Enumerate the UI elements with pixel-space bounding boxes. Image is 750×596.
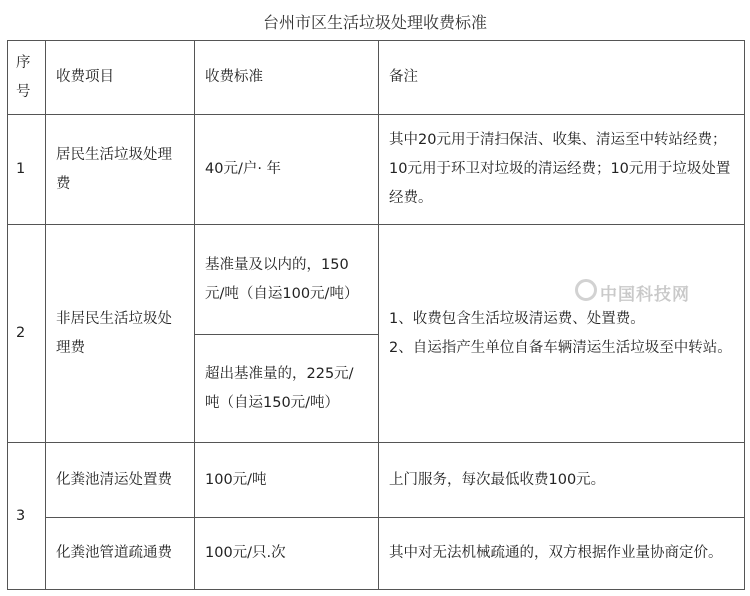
row-2-note xyxy=(379,225,745,443)
table-row-1 xyxy=(8,115,745,225)
row-1-note: 其中20元用于清扫保洁、收集、清运至中转站经费；10元用于环卫对垃圾的清运经费；10元用于垃圾处置经费。 xyxy=(379,115,745,225)
row-2-standard-b: 超出基准量的，225元/吨（自运150元/吨） xyxy=(195,335,379,443)
header-num: 序号 xyxy=(8,41,46,115)
row-3-num: 3 xyxy=(8,443,46,590)
row-1-standard: 40元/户· 年 xyxy=(195,115,379,225)
table-row-3b xyxy=(8,518,745,590)
row-3-standard-a: 100元/吨 xyxy=(195,443,379,518)
row-3-standard-b: 100元/只.次 xyxy=(195,518,379,590)
row-2-note-2: 2、自运指产生单位自备车辆清运生活垃圾至中转站。 xyxy=(389,339,732,356)
row-3-item-a: 化粪池清运处置费 xyxy=(46,443,195,518)
table-row-3a xyxy=(8,443,745,518)
row-2-standard-a: 基准量及以内的，150元/吨（自运100元/吨） xyxy=(195,225,379,335)
header-item: 收费项目 xyxy=(46,41,195,115)
row-1-num: 1 xyxy=(8,115,46,225)
row-3-note-a: 上门服务，每次最低收费100元。 xyxy=(379,443,745,518)
row-2-num: 2 xyxy=(8,225,46,443)
fee-table xyxy=(7,40,745,590)
header-standard: 收费标准 xyxy=(195,41,379,115)
watermark-text: 中国科技网 xyxy=(600,285,690,305)
table-row-2a xyxy=(8,225,745,335)
table-header-row xyxy=(8,41,745,115)
row-3-note-b: 其中对无法机械疏通的，双方根据作业量协商定价。 xyxy=(379,518,745,590)
row-1-item: 居民生活垃圾处理费 xyxy=(46,115,195,225)
header-note: 备注 xyxy=(379,41,745,115)
table-title: 台州市区生活垃圾处理收费标准 xyxy=(262,13,487,32)
watermark-logo-icon xyxy=(575,279,597,301)
row-3-item-b: 化粪池管道疏通费 xyxy=(46,518,195,590)
row-2-item: 非居民生活垃圾处理费 xyxy=(46,225,195,443)
row-2-note-1: 1、收费包含生活垃圾清运费、处置费。 xyxy=(389,310,645,327)
